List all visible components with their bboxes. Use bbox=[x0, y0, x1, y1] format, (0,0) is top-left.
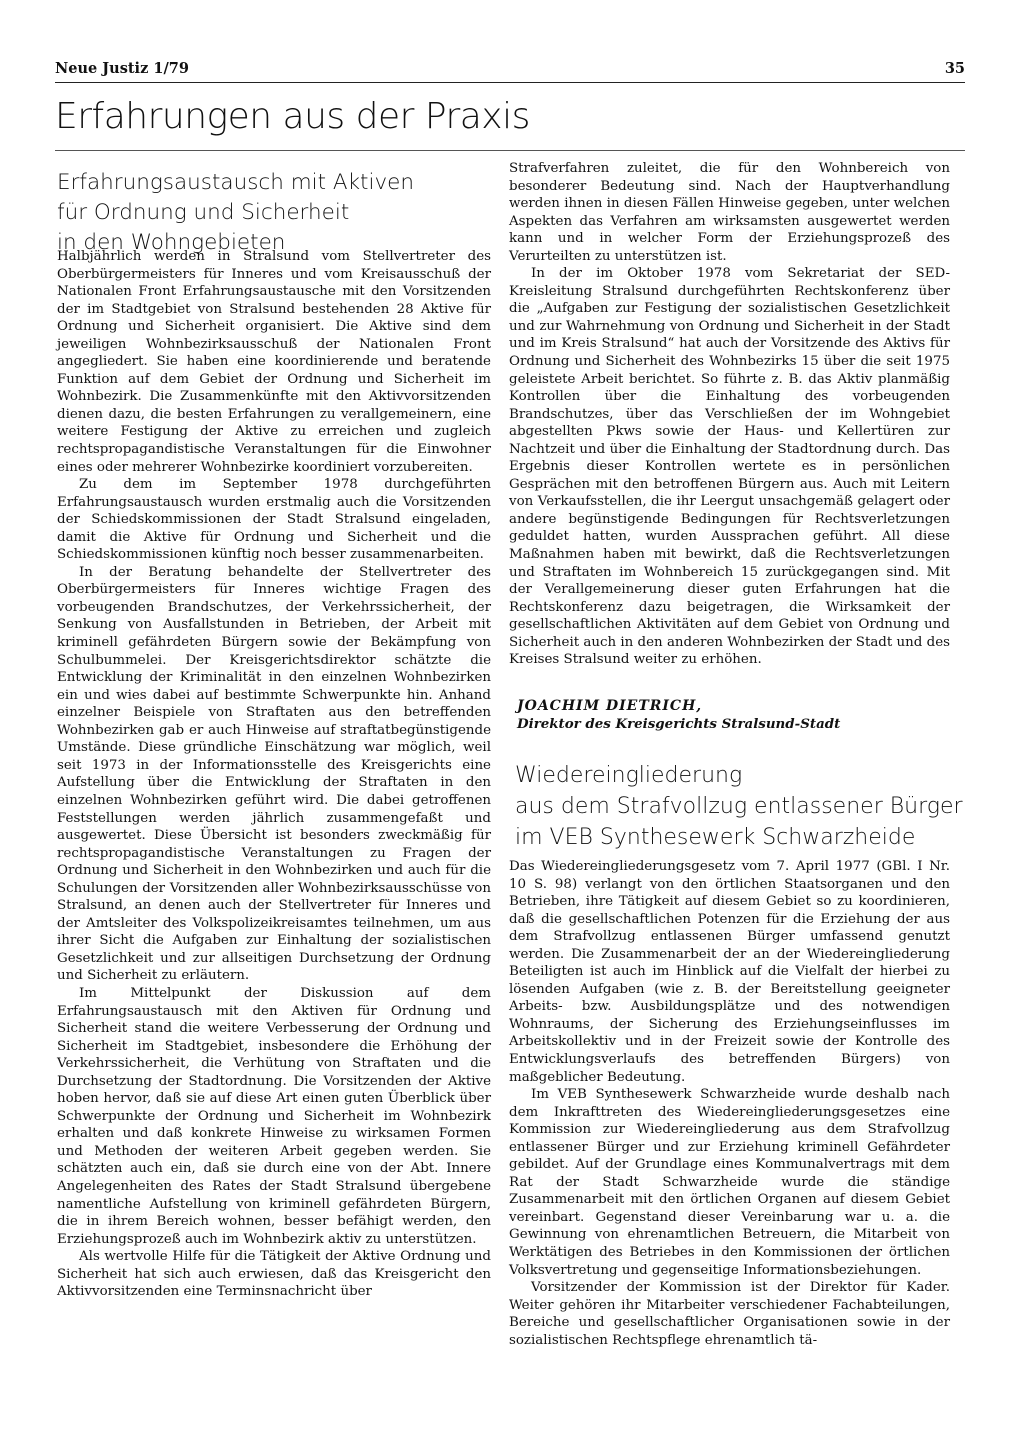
article2-paragraph: Vorsitzender der Kommission ist der Direktor für Kader. Weiter gehören ihr Mitarbeiter verschiedener Fachabteilungen, Bereiche und gesellschaftlicher Organisationen sowie in der sozialistischen Rechtspflege ehrenamtlich tä- bbox=[509, 1280, 950, 1348]
article2-title bbox=[515, 760, 963, 853]
article1-paragraph: In der Beratung behandelte der Stellvertreter des Oberbürgermeisters für Inneres wichtige Fragen des vorbeugenden Brandschutzes, der Verkehrssicherheit, der Senkung von Ausfallstunden in Betrieben, der Arbeit mit kriminell gefährdeten Bürgern sowie der Bekämpfung von Schulbummelei. Der Kreisgerichtsdirektor schätzte die Entwicklung der Kriminalität in den einzelnen Wohnbezirken ein und wies dabei auf bestimmte Schwerpunkte hin. Anhand einzelner Beispiele von Straftaten aus den betreffenden Wohnbezirken gab er auch Hinweise auf straftatbegünstigende Umstände. Diese gründliche Einschätzung war möglich, weil seit 1973 in der Informationsstelle des Kreisgerichts eine Aufstellung über die Entwicklung der Straftaten in den einzelnen Wohnbezirken geführt wird. Die dabei getroffenen Feststellungen werden jährlich zusammengefaßt und ausgewertet. Diese Übersicht ist besonders zweckmäßig für rechtspropagandistische Veranstaltungen zu Fragen der Ordnung und Sicherheit in den Wohnbezirken und auch für die Schulungen der Vorsitzenden aller Wohnbezirksausschüsse von Stralsund, an denen auch der Stellvertreter für Inneres und der Amtsleiter des Volkspolizeikreisamtes teilnehmen, um aus ihrer Sicht die Aufgaben zur Einhaltung der sozialistischen Gesetzlichkeit und zur allseitigen Durchsetzung der Ordnung und Sicherheit zu erläutern. bbox=[57, 564, 491, 984]
header-rule bbox=[55, 82, 965, 83]
article2-title-line: im VEB Synthesewerk Schwarzheide bbox=[515, 825, 916, 850]
article1-column-right bbox=[509, 160, 950, 669]
article2-title-line: aus dem Strafvollzug entlassener Bürger bbox=[515, 794, 963, 819]
article1-paragraph: Als wertvolle Hilfe für die Tätigkeit der Aktive Ordnung und Sicherheit hat sich auch erwiesen, daß das Kreisgericht den Aktivvorsitzenden eine Terminsnachricht über bbox=[57, 1249, 491, 1300]
article1-title-line: Erfahrungsaustausch mit Aktiven bbox=[57, 170, 415, 195]
author-signature bbox=[517, 697, 840, 733]
article2-paragraph: Das Wiedereingliederungsgesetz vom 7. April 1977 (GBl. I Nr. 10 S. 98) verlangt von den örtlichen Staatsorganen und den Betrieben, ihre Tätigkeit auf diesem Gebiet so zu koordinieren, daß die gesellschaftlichen Potenzen für die Erziehung der aus dem Strafvollzug entlassenen Bürger umfassend genutzt werden. Die Zusammenarbeit der an der Wiedereingliederung Beteiligten ist auch im Hinblick auf die Vielfalt der hierbei zu lösenden Aufgaben (wie z. B. der Bereitstellung geeigneter Arbeits- bzw. Ausbildungsplätze und des notwendigen Wohnraums, der Sicherung des Erziehungseinflusses im Arbeitskollektiv und in der Freizeit sowie der Kontrolle des Entwicklungsverlaufs des betreffenden Bürgers) von maßgeblicher Bedeutung. bbox=[509, 859, 950, 1085]
article1-title bbox=[57, 168, 414, 258]
article1-paragraph: Strafverfahren zuleitet, die für den Wohnbereich von besonderer Bedeutung sind. Nach der Hauptverhandlung werden ihnen in diesen Fällen Hinweise gegeben, unter welchen Aspekten das Verfahren am wirksamsten ausgewertet werden kann und in welcher Form der Erziehungsprozeß des Verurteilten zu unterstützen ist. bbox=[509, 161, 950, 264]
section-title: Erfahrungen aus der Praxis bbox=[55, 96, 530, 137]
article1-title-line: in den Wohngebieten bbox=[57, 230, 286, 255]
article1-title-line: für Ordnung und Sicherheit bbox=[57, 200, 350, 225]
article1-paragraph: Halbjährlich werden in Stralsund vom Stellvertreter des Oberbürgermeisters für Inneres und vom Kreisausschuß der Nationalen Front Erfahrungsaustausche mit den Vorsitzenden der im Stadtgebiet von Stralsund bestehenden 28 Aktive für Ordnung und Sicherheit organisiert. Die Aktive sind dem jeweiligen Wohnbezirksausschuß der Nationalen Front angegliedert. Sie haben eine koordinierende und beratende Funktion auf dem Gebiet der Ordnung und Sicherheit im Wohnbezirk. Die Zusammenkünfte mit den Aktivvorsitzenden dienen dazu, die besten Erfahrungen zu verallgemeinern, eine weitere Festigung der Aktive zu erreichen und zugleich rechtspropagandistische Veranstaltungen für die Einwohner eines oder mehrerer Wohnbezirke koordiniert vorzubereiten. bbox=[57, 249, 491, 475]
section-rule bbox=[55, 150, 965, 151]
page-number: 35 bbox=[944, 60, 965, 77]
article2-title-line: Wiedereingliederung bbox=[515, 763, 743, 788]
article1-column-left bbox=[57, 248, 491, 1301]
author-role: Direktor des Kreisgerichts Stralsund-Stadt bbox=[517, 716, 841, 732]
article1-paragraph: Zu dem im September 1978 durchgeführten Erfahrungsaustausch wurden erstmalig auch die Vorsitzenden der Schiedskommissionen der Stadt Stralsund eingeladen, damit die Aktive für Ordnung und Sicherheit und die Schiedskommissionen künftig noch besser zusammenarbeiten. bbox=[57, 477, 491, 563]
author-name: JOACHIM DIETRICH, bbox=[517, 698, 703, 714]
article1-paragraph: Im Mittelpunkt der Diskussion auf dem Erfahrungsaustausch mit den Aktiven für Ordnung und Sicherheit stand die weitere Verbesserung der Ordnung und Sicherheit im Stadtgebiet, insbesondere die Erhöhung der Verkehrssicherheit, die Verhütung von Straftaten und die Durchsetzung der Stadtordnung. Die Vorsitzenden der Aktive hoben hervor, daß sie auf diese Art einen guten Überblick über Schwerpunkte der Ordnung und Sicherheit im Wohnbezirk erhalten und daß konkrete Hinweise zu wirksamen Formen und Methoden der weiteren Arbeit gegeben werden. Sie schätzten auch ein, daß sie durch eine von der Abt. Innere Angelegenheiten des Rates der Stadt Stralsund übergebene namentliche Aufstellung von kriminell gefährdeten Bürgern, die in ihrem Bereich wohnen, besser befähigt werden, den Erziehungsprozeß auch im Wohnbezirk aktiv zu unterstützen. bbox=[57, 985, 491, 1247]
article1-paragraph: In der im Oktober 1978 vom Sekretariat der SED-Kreisleitung Stralsund durchgeführten Rechtskonferenz über die „Aufgaben zur Festigung der sozialistischen Gesetzlichkeit und zur Wahrnehmung von Ordnung und Sicherheit in der Stadt und im Kreis Stralsund“ hat auch der Vorsitzende des Aktivs für Ordnung und Sicherheit des Wohnbezirks 15 über die seit 1975 geleistete Arbeit berichtet. So führte z. B. das Aktiv planmäßig Kontrollen über die Einhaltung des vorbeugenden Brandschutzes, über das Verschließen der im Wohngebiet abgestellten Pkws sowie der Haus- und Kellertüren zur Nachtzeit und über die Einhaltung der Stadtordnung durch. Das Ergebnis dieser Kontrollen wertete es in persönlichen Gesprächen mit den betroffenen Bürgern aus. Auch mit Leitern von Verkaufsstellen, die ihr Leergut unsachgemäß gelagert oder andere begünstigende Bedingungen für Rechtsverletzungen geduldet hatten, wurden Aussprachen geführt. All diese Maßnahmen haben mit bewirkt, daß die Rechtsverletzungen und Straftaten im Wohnbereich 15 zurückgegangen sind. Mit der Verallgemeinerung dieser guten Erfahrungen hat die Rechtskonferenz dazu beigetragen, die Wirksamkeit der gesellschaftlichen Aktivitäten auf dem Gebiet von Ordnung und Sicherheit auch in den anderen Wohnbezirken der Stadt und des Kreises Stralsund weiter zu erhöhen. bbox=[509, 266, 950, 668]
article2-body bbox=[509, 858, 950, 1349]
running-header bbox=[55, 60, 965, 82]
journal-issue: Neue Justiz 1/79 bbox=[55, 60, 189, 77]
article2-paragraph: Im VEB Synthesewerk Schwarzheide wurde deshalb nach dem Inkrafttreten des Wiedereingliederungsgesetzes eine Kommission zur Wiedereingliederung aus dem Strafvollzug entlassener Bürger und zur Erziehung kriminell Gefährdeter gebildet. Auf der Grundlage eines Kommunalvertrags mit dem Rat der Stadt Schwarzheide wurde die ständige Zusammenarbeit mit den örtlichen Organen auf diesem Gebiet vereinbart. Gegenstand dieser Vereinbarung war u. a. die Gewinnung von ehrenamtlichen Betreuern, die Mitarbeit von Werktätigen des Betriebes in den Kommissionen der örtlichen Volksvertretung und gegenseitige Informationsbeziehungen. bbox=[509, 1087, 950, 1278]
